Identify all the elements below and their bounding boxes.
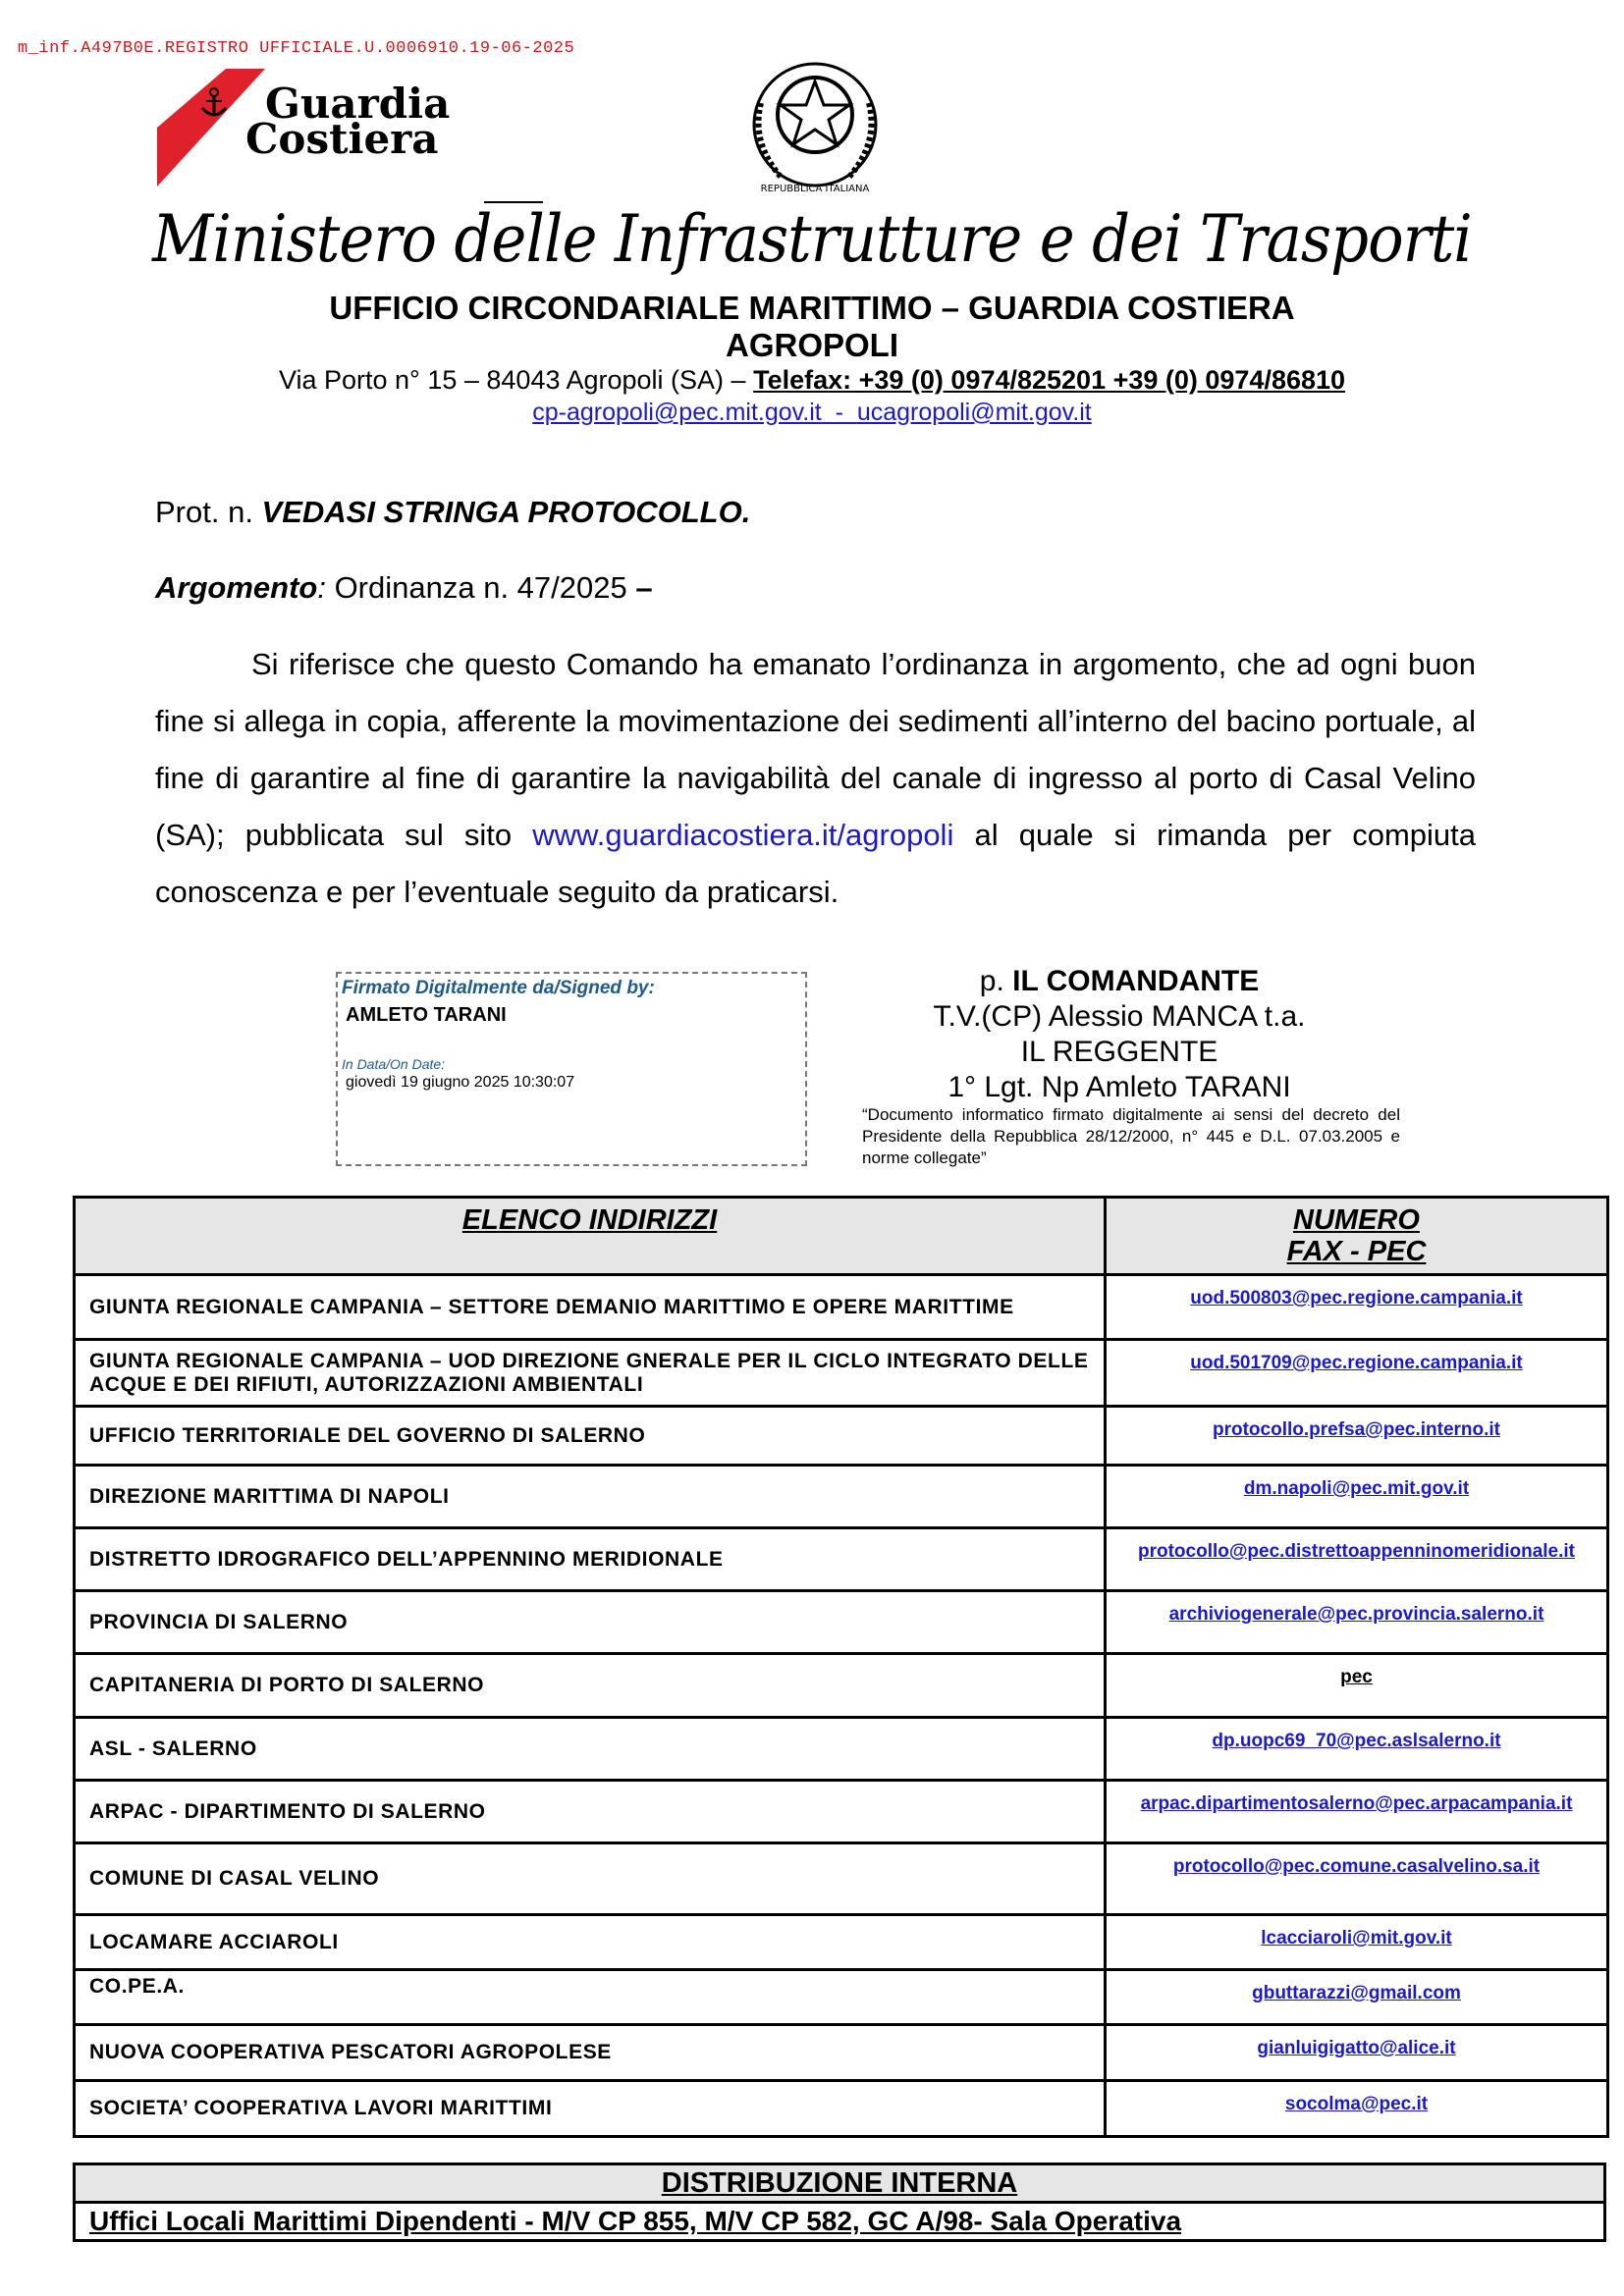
table-row bbox=[75, 1591, 1608, 1654]
recipient-pec-cell bbox=[1106, 1591, 1608, 1654]
header-fax-pec-label: FAX - PEC bbox=[1286, 1236, 1427, 1267]
signer-name: AMLETO TARANI bbox=[346, 1004, 507, 1026]
website-link[interactable]: www.guardiacostiera.it/agropoli bbox=[532, 818, 954, 852]
address-text: Via Porto n° 15 – 84043 Agropoli (SA) – bbox=[278, 365, 754, 395]
distribution-title: DISTRIBUZIONE INTERNA bbox=[75, 2164, 1605, 2203]
recipient-name: NUOVA COOPERATIVA PESCATORI AGROPOLESE bbox=[75, 2025, 1106, 2081]
recipient-pec-cell bbox=[1106, 1654, 1608, 1718]
recipient-name: SOCIETA’ COOPERATIVA LAVORI MARITTIMI bbox=[75, 2081, 1106, 2137]
address-line bbox=[0, 365, 1624, 396]
address-table-header bbox=[75, 1198, 1608, 1275]
recipient-pec-link[interactable]: dp.uopc69_70@pec.aslsalerno.it bbox=[1212, 1731, 1501, 1751]
recipient-pec-cell bbox=[1106, 1407, 1608, 1466]
recipient-pec-cell bbox=[1106, 2081, 1608, 2137]
signature-title: Firmato Digitalmente da/Signed by: bbox=[342, 978, 655, 998]
recipient-name: PROVINCIA DI SALERNO bbox=[75, 1591, 1106, 1654]
recipient-pec-link[interactable]: gianluigigatto@alice.it bbox=[1257, 2038, 1456, 2058]
recipient-pec-link[interactable]: dm.napoli@pec.mit.gov.it bbox=[1243, 1478, 1470, 1499]
table-row bbox=[75, 2025, 1608, 2081]
subject-value: Ordinanza n. 47/2025 bbox=[325, 570, 636, 605]
protocol-line bbox=[155, 484, 1476, 541]
table-row bbox=[75, 1843, 1608, 1915]
recipient-pec-link[interactable]: archiviogenerale@pec.provincia.salerno.it bbox=[1168, 1604, 1544, 1625]
header-fax-pec bbox=[1106, 1198, 1608, 1275]
recipient-pec-link[interactable]: protocollo.prefsa@pec.interno.it bbox=[1213, 1419, 1500, 1440]
commander-name: T.V.(CP) Alessio MANCA t.a. bbox=[933, 1000, 1306, 1033]
recipient-pec-link[interactable]: uod.501709@pec.regione.campania.it bbox=[1190, 1353, 1523, 1373]
table-row bbox=[75, 1654, 1608, 1718]
recipient-pec-link[interactable]: socolma@pec.it bbox=[1284, 2094, 1429, 2114]
logo-text-line2: Costiera bbox=[245, 115, 439, 163]
recipient-pec-link[interactable]: lcacciaroli@mit.gov.it bbox=[1261, 1928, 1452, 1949]
recipient-pec-cell bbox=[1106, 1843, 1608, 1915]
table-row bbox=[75, 1528, 1608, 1591]
telefax-text: Telefax: +39 (0) 0974/825201 +39 (0) 0974/86810 bbox=[753, 365, 1346, 395]
table-row bbox=[75, 2081, 1608, 2137]
recipient-name: LOCAMARE ACCIAROLI bbox=[75, 1915, 1106, 1970]
commander-line-1 bbox=[825, 965, 1414, 998]
recipient-name: UFFICIO TERRITORIALE DEL GOVERNO DI SALERNO bbox=[75, 1407, 1106, 1466]
email-line bbox=[0, 399, 1624, 427]
recipient-name: DIREZIONE MARITTIMA DI NAPOLI bbox=[75, 1466, 1106, 1528]
recipient-pec-cell bbox=[1106, 1915, 1608, 1970]
table-row bbox=[75, 1275, 1608, 1340]
recipient-pec-cell bbox=[1106, 1970, 1608, 2025]
emblem-gear bbox=[778, 78, 852, 152]
table-row bbox=[75, 1915, 1608, 1970]
table-row bbox=[75, 1407, 1608, 1466]
header-numero: NUMERO bbox=[1293, 1204, 1420, 1236]
email-separator: - bbox=[821, 399, 857, 426]
ministry-title: Ministero delle Infrastrutture e dei Trasporti bbox=[152, 201, 1472, 277]
protocol-stamp: m_inf.A497B0E.REGISTRO UFFICIALE.U.0006910.19-06-2025 bbox=[18, 39, 575, 58]
office-email-link[interactable]: ucagropoli@mit.gov.it bbox=[856, 399, 1092, 426]
recipient-name: CO.PE.A. bbox=[75, 1970, 1106, 2025]
pec-email-link[interactable]: cp-agropoli@pec.mit.gov.it bbox=[532, 399, 822, 426]
recipient-pec-cell bbox=[1106, 1275, 1608, 1340]
recipient-pec-cell bbox=[1106, 2025, 1608, 2081]
signature-date-label: In Data/On Date: bbox=[342, 1056, 446, 1072]
recipient-pec-cell bbox=[1106, 1340, 1608, 1407]
recipient-pec-link[interactable]: protocollo@pec.comune.casalvelino.sa.it bbox=[1172, 1856, 1541, 1877]
recipient-pec-link[interactable]: arpac.dipartimentosalerno@pec.arpacampania.it bbox=[1140, 1793, 1573, 1814]
recipient-pec-link[interactable]: gbuttarazzi@gmail.com bbox=[1252, 1983, 1461, 2003]
recipient-name: COMUNE DI CASAL VELINO bbox=[75, 1843, 1106, 1915]
recipient-pec-link[interactable]: protocollo@pec.distrettoappenninomeridionale.it bbox=[1138, 1541, 1575, 1562]
regent-name: 1° Lgt. Np Amleto TARANI bbox=[947, 1071, 1291, 1103]
logo-text-line1: Guardia bbox=[265, 80, 451, 128]
emblem-text: REPUBBLICA ITALIANA bbox=[760, 184, 870, 194]
office-name: UFFICIO CIRCONDARIALE MARITTIMO – GUARDIA COSTIERA bbox=[329, 290, 1295, 326]
recipient-name: DISTRETTO IDROGRAFICO DELL’APPENNINO MERIDIONALE bbox=[75, 1528, 1106, 1591]
internal-distribution-table bbox=[73, 2163, 1606, 2242]
guardia-costiera-logo bbox=[157, 69, 481, 196]
body-text-end: al quale si rimanda per compiuta conoscenza e per l’eventuale seguito da praticarsi. bbox=[155, 818, 1476, 909]
subject-colon: : bbox=[317, 570, 326, 605]
table-row bbox=[75, 1466, 1608, 1528]
recipient-name: ARPAC - DIPARTIMENTO DI SALERNO bbox=[75, 1781, 1106, 1843]
commander-title: IL COMANDANTE bbox=[1012, 965, 1260, 997]
digital-signature-note: “Documento informatico firmato digitalmente ai sensi del decreto del Presidente della Repubblica 28/12/2000, n° 445 e D.L. 07.03.2005 e norme collegate” bbox=[862, 1105, 1400, 1167]
commander-prefix: p. bbox=[979, 965, 1013, 997]
recipient-pec-link[interactable]: uod.500803@pec.regione.campania.it bbox=[1190, 1288, 1523, 1308]
table-row bbox=[75, 1718, 1608, 1781]
letter-body bbox=[155, 636, 1476, 921]
recipient-name: GIUNTA REGIONALE CAMPANIA – SETTORE DEMANIO MARITTIMO E OPERE MARITTIME bbox=[75, 1275, 1106, 1340]
recipient-name: ASL - SALERNO bbox=[75, 1718, 1106, 1781]
recipient-pec-cell bbox=[1106, 1718, 1608, 1781]
italian-republic-emblem bbox=[741, 54, 889, 201]
star-icon bbox=[781, 81, 849, 144]
recipient-pec-cell bbox=[1106, 1466, 1608, 1528]
recipient-pec-cell bbox=[1106, 1528, 1608, 1591]
table-row bbox=[75, 1781, 1608, 1843]
recipient-name: CAPITANERIA DI PORTO DI SALERNO bbox=[75, 1654, 1106, 1718]
table-row bbox=[75, 1340, 1608, 1407]
recipient-pec-cell bbox=[1106, 1781, 1608, 1843]
recipient-name: GIUNTA REGIONALE CAMPANIA – UOD DIREZIONE GNERALE PER IL CICLO INTEGRATO DELLE ACQUE E DEI RIFIUTI, AUTORIZZAZIONI AMBIENTALI bbox=[75, 1340, 1106, 1407]
table-row bbox=[75, 1970, 1608, 2025]
distribution-body: Uffici Locali Marittimi Dipendenti - M/V CP 855, M/V CP 582, GC A/98- Sala Operativa bbox=[75, 2203, 1605, 2241]
subject-line bbox=[155, 560, 1476, 616]
subject-dash: – bbox=[635, 570, 653, 605]
recipient-pec-link[interactable]: pec bbox=[1340, 1667, 1373, 1687]
body-text-start: Si riferisce che questo Comando ha emanato l’ordinanza in argomento, che ad ogni buon fine si allega in copia, afferente la movimentazione dei sedimenti all’interno del bacino portuale, al fine di garantire al fine di garantire la navigabilità del canale di ingresso al porto di Casal Velino (SA); pubblicata sul sito bbox=[155, 647, 1476, 852]
office-city: AGROPOLI bbox=[725, 327, 898, 363]
subject-label: Argomento bbox=[155, 570, 318, 605]
prot-value: VEDASI STRINGA PROTOCOLLO. bbox=[261, 495, 751, 529]
address-table bbox=[73, 1196, 1609, 2138]
signature-date: giovedì 19 giugno 2025 10:30:07 bbox=[346, 1074, 575, 1091]
regent-title: IL REGGENTE bbox=[1020, 1036, 1218, 1068]
header-addresses: ELENCO INDIRIZZI bbox=[75, 1198, 1106, 1275]
prot-label: Prot. n. bbox=[155, 495, 262, 529]
